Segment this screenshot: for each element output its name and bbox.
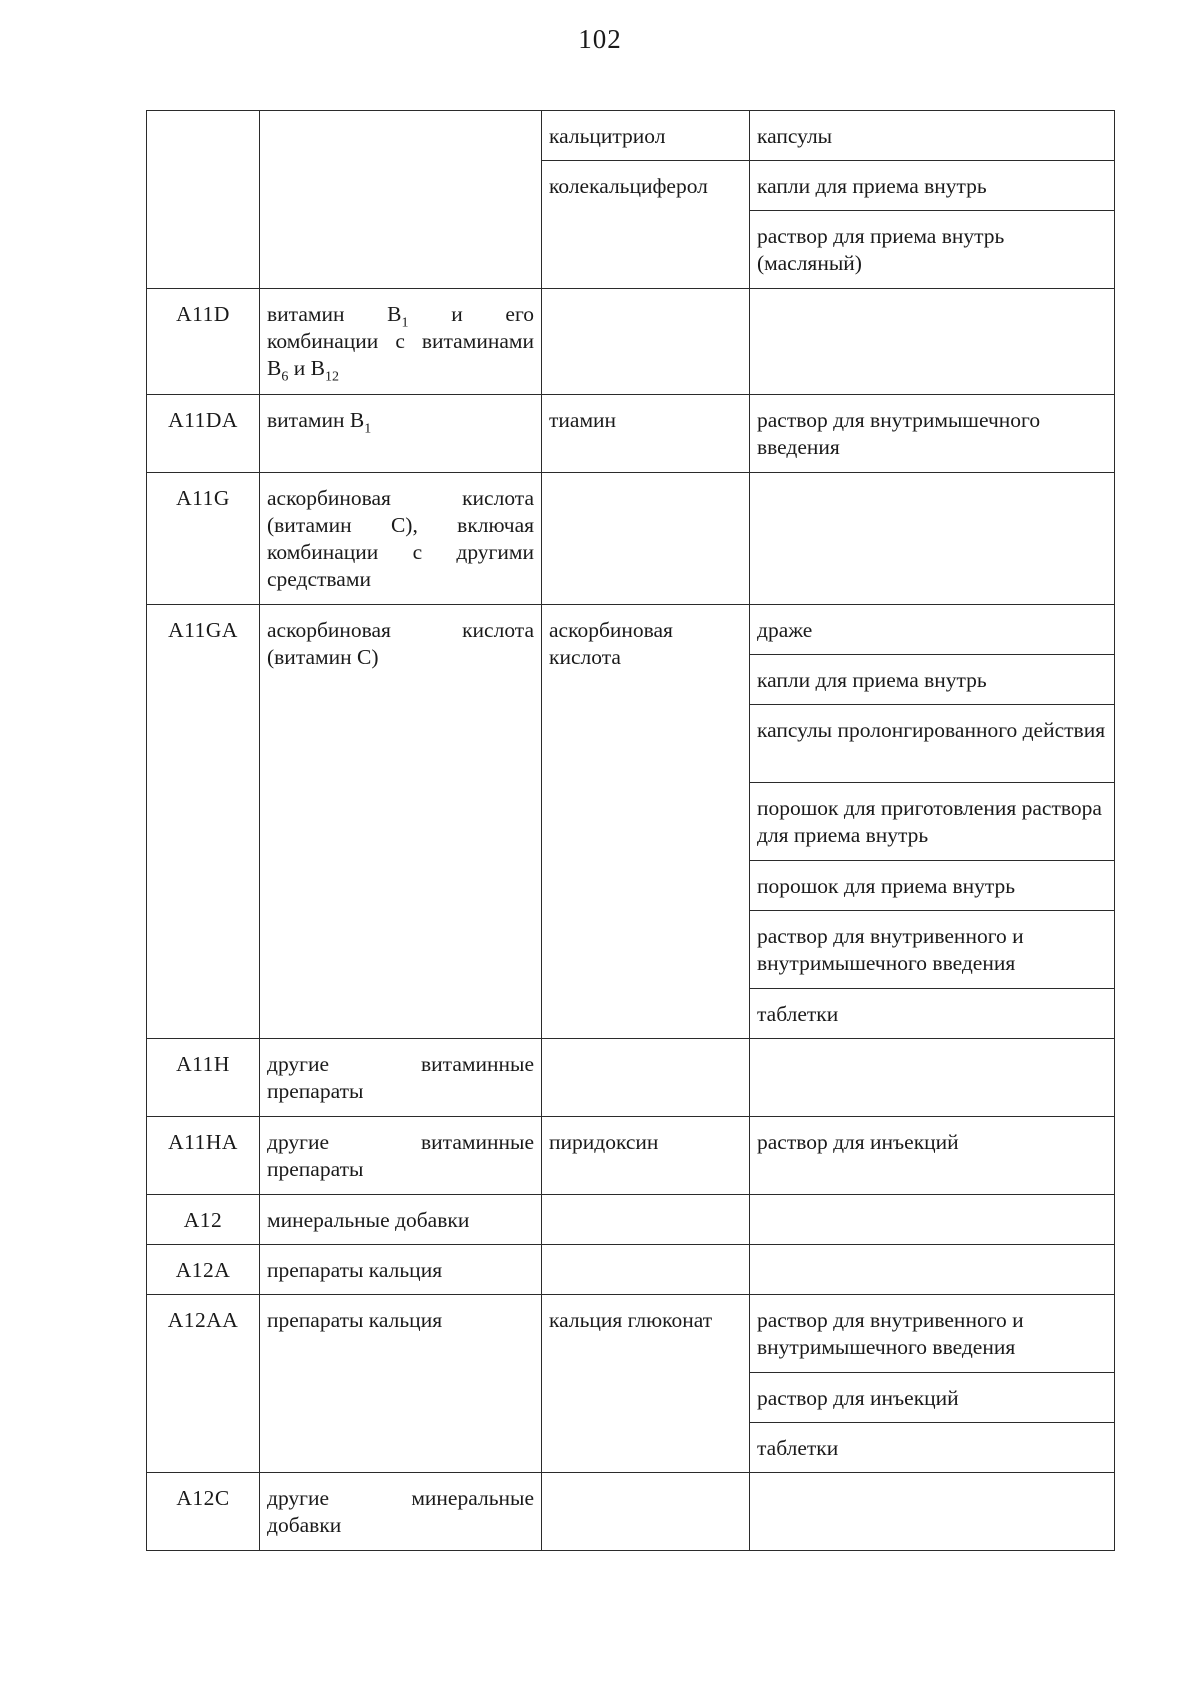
group-cell: препараты кальция — [260, 1295, 542, 1473]
group-cell: витамин $B_1$ — [260, 395, 542, 473]
inn-cell — [542, 289, 750, 395]
dosage-form-cell — [750, 289, 1115, 395]
table-row — [147, 289, 1115, 395]
group-cell: аскорбиновая кислота (витамин C), включая комбинации с другими средствами — [260, 473, 542, 605]
table-row — [147, 473, 1115, 605]
atc-code-cell: A12AA — [147, 1295, 260, 1473]
atc-code-cell: A11H — [147, 1039, 260, 1117]
group-cell — [260, 111, 542, 289]
dosage-form-cell: капсулы пролонгированного действия — [750, 705, 1115, 783]
dosage-form-cell: драже — [750, 605, 1115, 655]
table-row — [147, 1245, 1115, 1295]
inn-cell: тиамин — [542, 395, 750, 473]
atc-code-cell: A12 — [147, 1195, 260, 1245]
table-row — [147, 1195, 1115, 1245]
table-row — [147, 395, 1115, 473]
group-cell: другие витаминные препараты — [260, 1117, 542, 1195]
group-cell: другие минеральные добавки — [260, 1473, 542, 1551]
table-row — [147, 111, 1115, 161]
inn-cell — [542, 1245, 750, 1295]
inn-cell — [542, 1195, 750, 1245]
dosage-form-cell: раствор для инъекций — [750, 1373, 1115, 1423]
table-row — [147, 1295, 1115, 1373]
inn-cell — [542, 473, 750, 605]
group-cell: препараты кальция — [260, 1245, 542, 1295]
dosage-form-cell: таблетки — [750, 1423, 1115, 1473]
page-number: 102 — [578, 24, 622, 54]
atc-code-cell: A11GA — [147, 605, 260, 1039]
table-row — [147, 1473, 1115, 1551]
dosage-form-cell: таблетки — [750, 989, 1115, 1039]
group-cell: аскорбиновая кислота (витамин C) — [260, 605, 542, 1039]
table-row — [147, 1039, 1115, 1117]
group-cell: витамин $B_1$ и его комбинации с витаминами $B_6$ и $B_{12}$ — [260, 289, 542, 395]
dosage-form-cell: капли для приема внутрь — [750, 161, 1115, 211]
inn-cell — [542, 1039, 750, 1117]
inn-cell: колекальциферол — [542, 161, 750, 289]
dosage-form-cell: капли для приема внутрь — [750, 655, 1115, 705]
inn-cell: пиридоксин — [542, 1117, 750, 1195]
inn-cell: кальция глюконат — [542, 1295, 750, 1473]
dosage-form-cell: порошок для приготовления раствора для приема внутрь — [750, 783, 1115, 861]
dosage-form-cell — [750, 1245, 1115, 1295]
dosage-form-cell — [750, 1039, 1115, 1117]
atc-code-cell: A11G — [147, 473, 260, 605]
dosage-form-cell — [750, 473, 1115, 605]
inn-cell: кальцитриол — [542, 111, 750, 161]
dosage-form-cell: раствор для внутривенного и внутримышечного введения — [750, 1295, 1115, 1373]
dosage-form-cell: капсулы — [750, 111, 1115, 161]
atc-code-cell — [147, 111, 260, 289]
dosage-form-cell: раствор для внутримышечного введения — [750, 395, 1115, 473]
group-cell: минеральные добавки — [260, 1195, 542, 1245]
table-row — [147, 605, 1115, 655]
group-cell: другие витаминные препараты — [260, 1039, 542, 1117]
inn-cell: аскорбиновая кислота — [542, 605, 750, 1039]
dosage-form-cell: раствор для инъекций — [750, 1117, 1115, 1195]
inn-cell — [542, 1473, 750, 1551]
dosage-form-cell: порошок для приема внутрь — [750, 861, 1115, 911]
medicines-table — [146, 110, 1115, 1551]
atc-code-cell: A11D — [147, 289, 260, 395]
atc-code-cell: A12C — [147, 1473, 260, 1551]
dosage-form-cell: раствор для внутривенного и внутримышечного введения — [750, 911, 1115, 989]
atc-code-cell: A11DA — [147, 395, 260, 473]
table-row — [147, 1117, 1115, 1195]
dosage-form-cell: раствор для приема внутрь (масляный) — [750, 211, 1115, 289]
dosage-form-cell — [750, 1195, 1115, 1245]
atc-code-cell: A12A — [147, 1245, 260, 1295]
dosage-form-cell — [750, 1473, 1115, 1551]
atc-code-cell: A11HA — [147, 1117, 260, 1195]
